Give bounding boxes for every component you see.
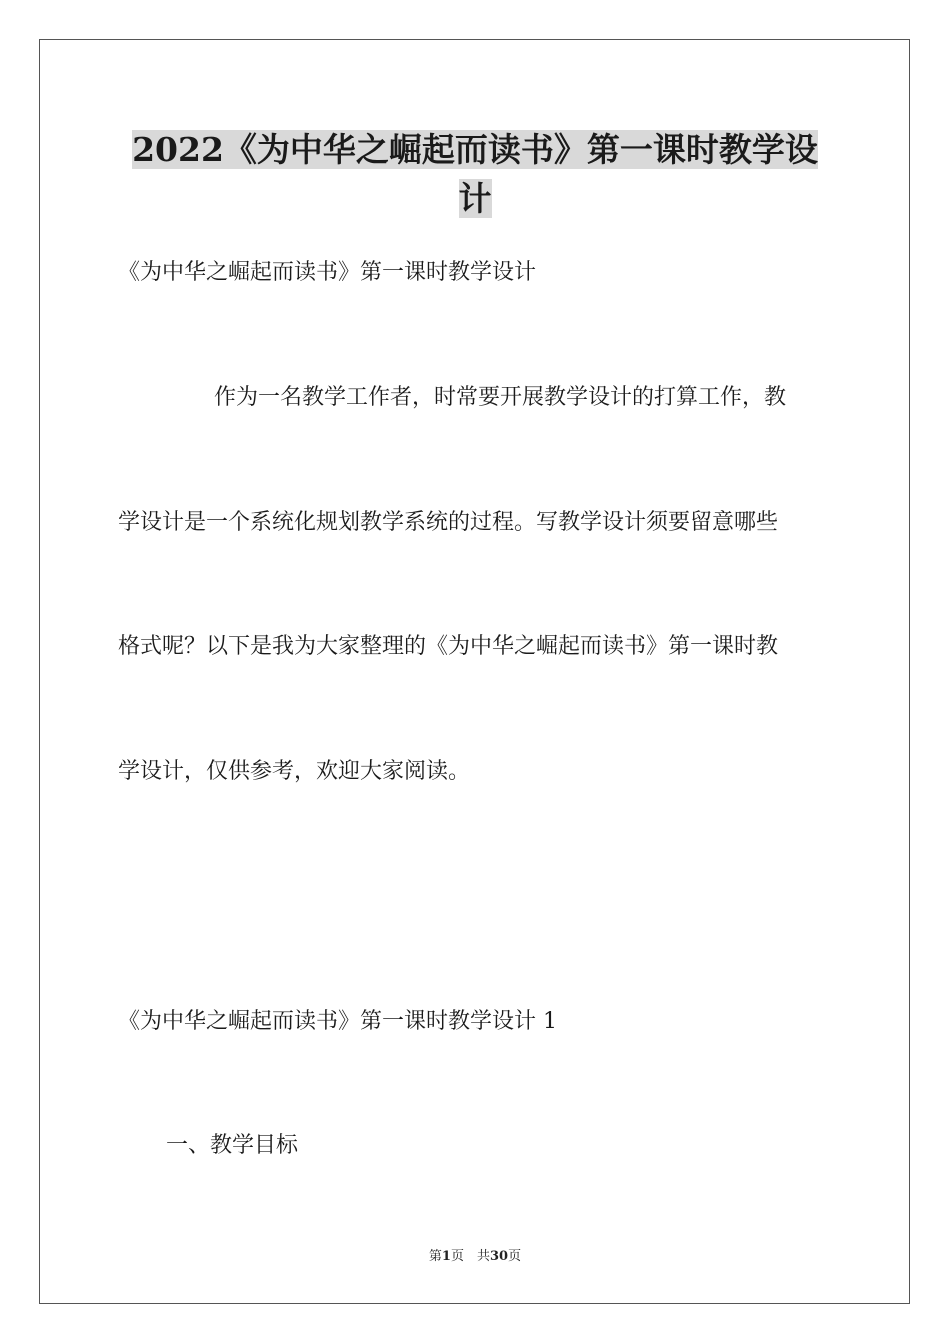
intro-paragraph-line-2: 学设计是一个系统化规划教学系统的过程。写教学设计须要留意哪些 — [118, 510, 779, 535]
intro-paragraph-line-3: 格式呢？以下是我为大家整理的《为中华之崛起而读书》第一课时教 — [118, 634, 779, 659]
intro-paragraph-line-4: 学设计，仅供参考，欢迎大家阅读。 — [118, 759, 471, 784]
document-subtitle: 《为中华之崛起而读书》第一课时教学设计 — [118, 260, 537, 285]
footer-page-suffix: 页 — [508, 1249, 522, 1264]
intro-paragraph-line-1: 作为一名教学工作者，时常要开展教学设计的打算工作，教 — [214, 385, 787, 410]
footer-page-mid: 页 共 — [450, 1249, 490, 1264]
document-title-line-2: 计 — [458, 179, 492, 218]
document-title-continued — [0, 177, 950, 221]
document-title-line-1: 2022《为中华之崛起而读书》第一课时教学设 — [132, 130, 818, 169]
document-title — [0, 128, 950, 172]
section-title: 《为中华之崛起而读书》第一课时教学设计 1 — [118, 1009, 557, 1034]
page-border — [39, 39, 910, 1304]
heading-teaching-objectives: 一、教学目标 — [166, 1133, 299, 1158]
footer-current-page: 1 — [441, 1249, 451, 1264]
footer-total-pages: 30 — [489, 1249, 509, 1264]
page-footer — [0, 1248, 950, 1266]
footer-page-prefix: 第 — [428, 1249, 442, 1264]
